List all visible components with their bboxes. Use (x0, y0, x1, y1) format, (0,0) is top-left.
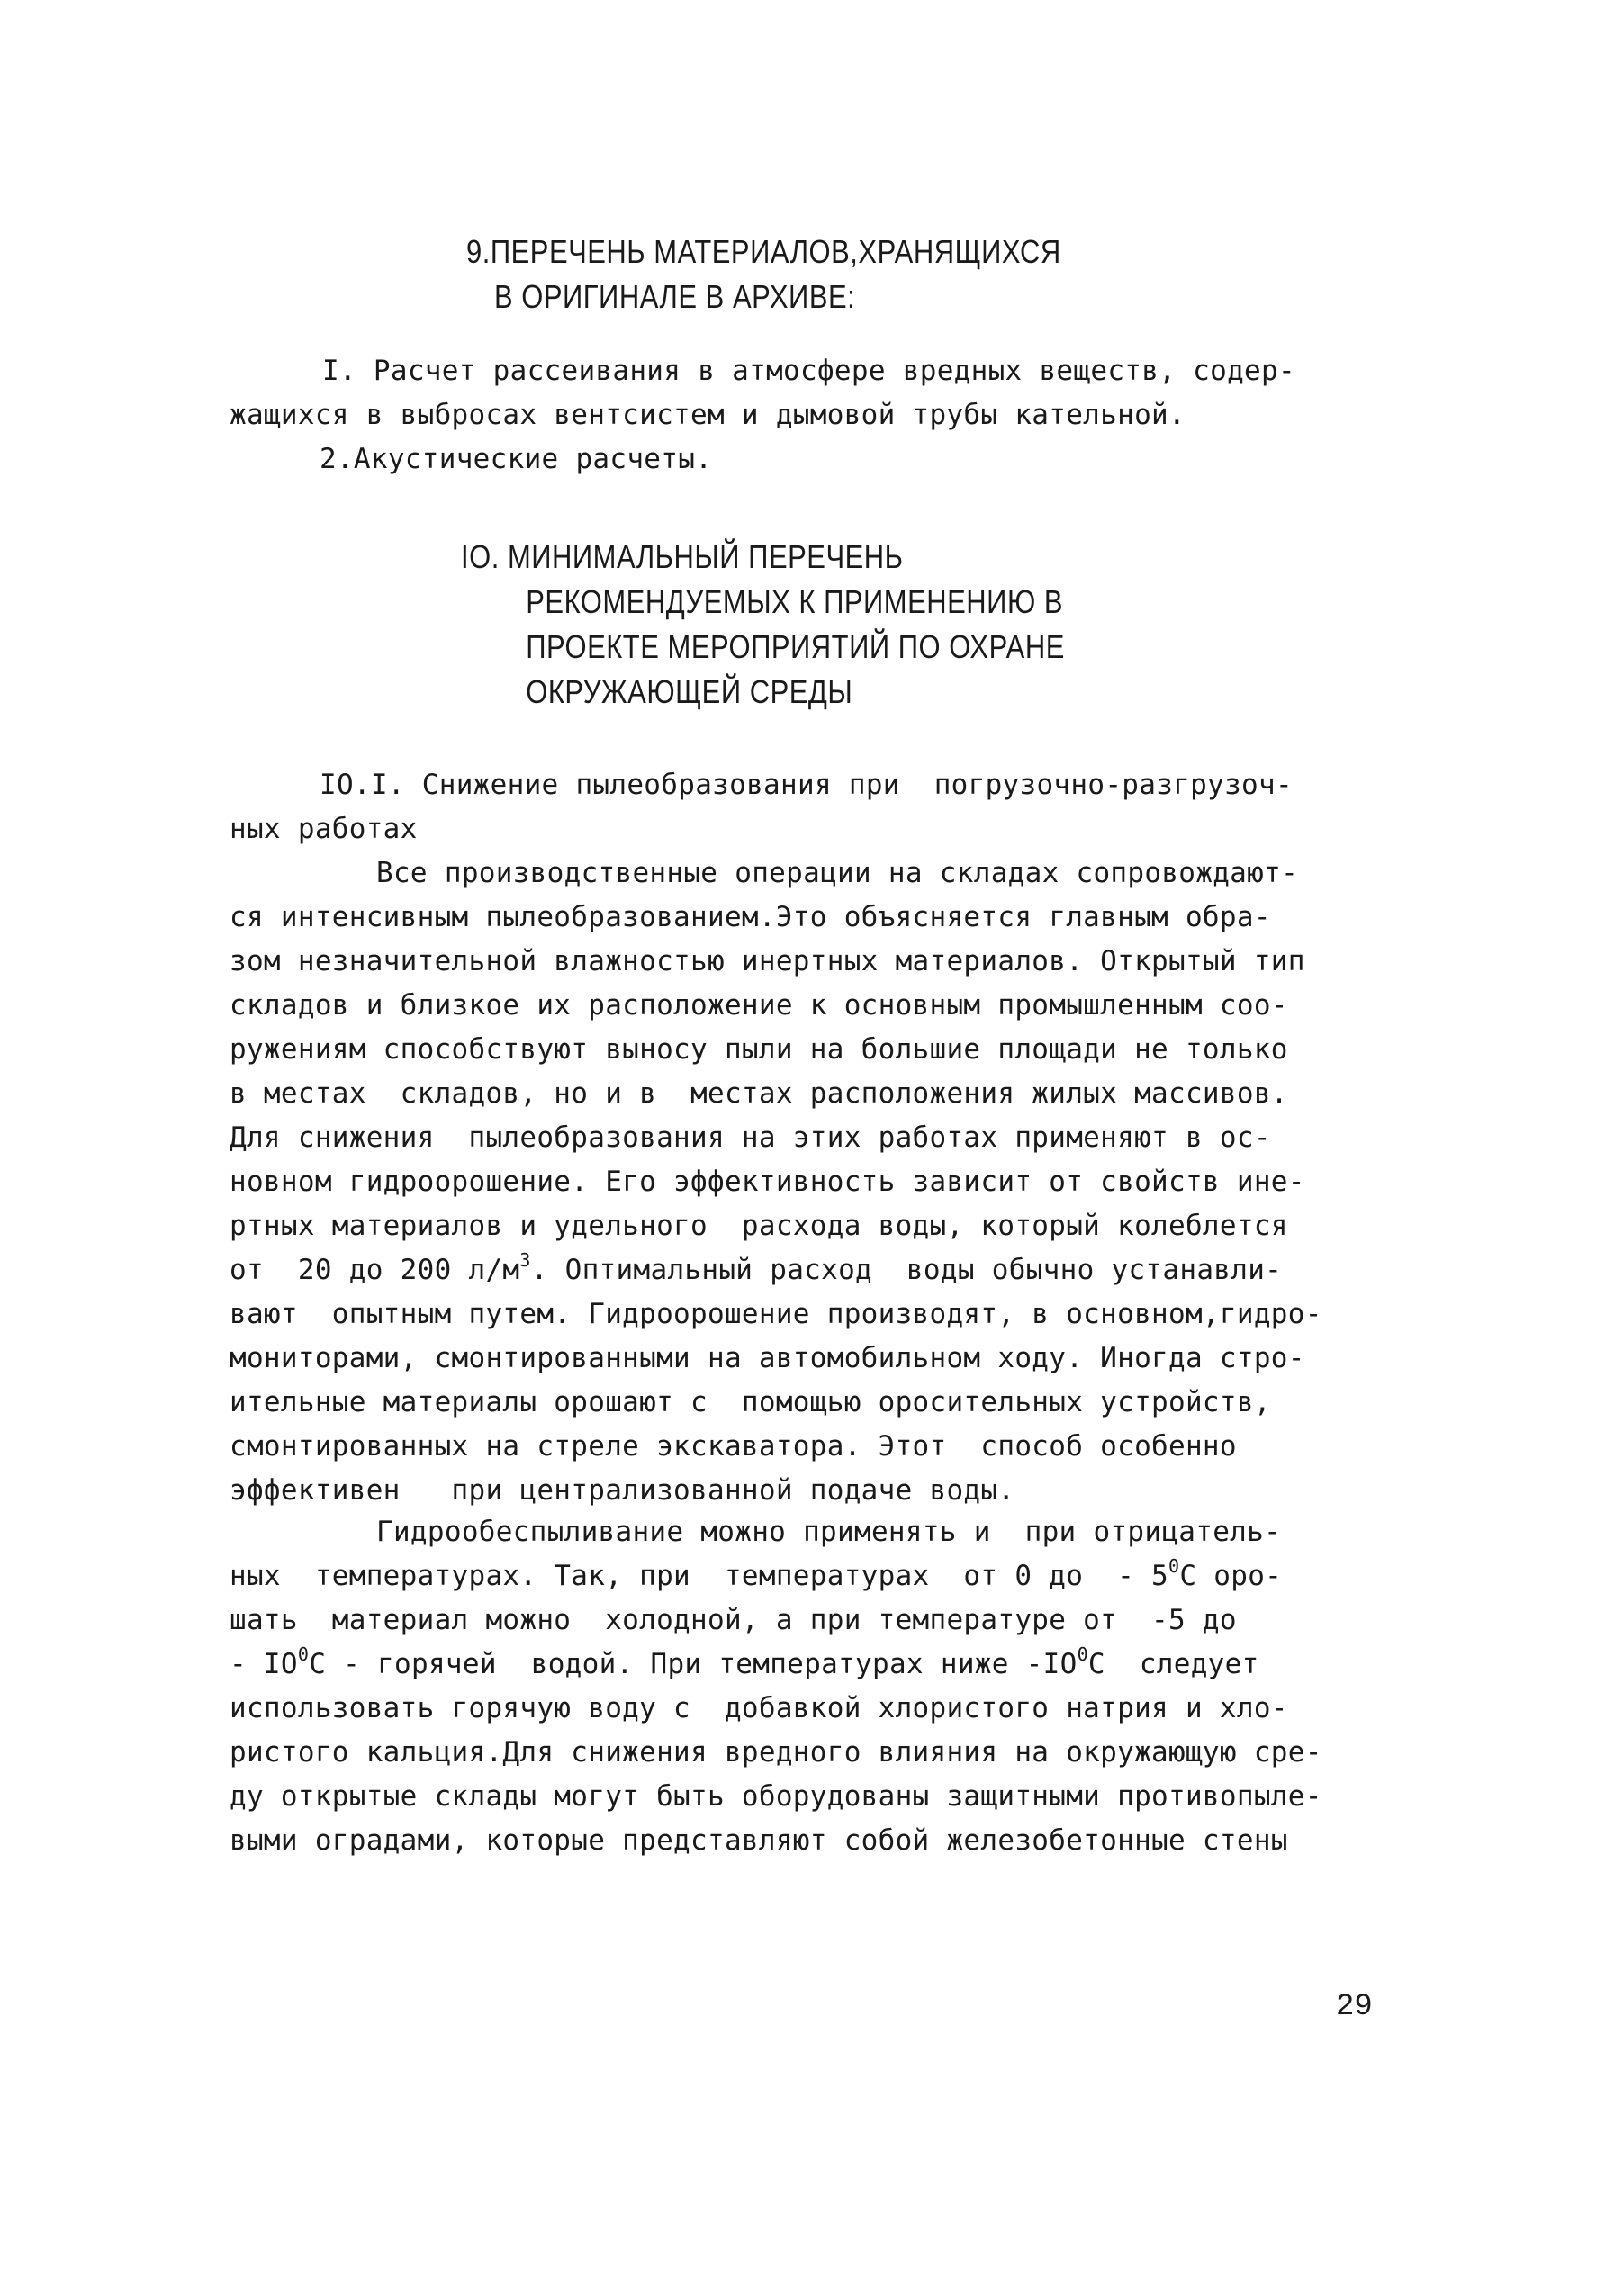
superscript: 0 (1077, 1643, 1088, 1665)
text-line (230, 1248, 1322, 1292)
text-line: вают опытным путем. Гидроорошение производят, в основном,гидро- (230, 1298, 1322, 1330)
paragraph-1 (230, 851, 1322, 1513)
text-segment: . Оптимальный расход воды обычно устанавли- (530, 1254, 1283, 1286)
section-9-items (230, 349, 1295, 482)
text-line: мониторами, смонтированными на автомобильном ходу. Иногда стро- (230, 1342, 1305, 1374)
page-number: 29 (1336, 1990, 1373, 2024)
text-segment: от 20 до 200 л/м (230, 1254, 520, 1286)
text-line: ся интенсивным пылеобразованием.Это объясняется главным обра- (230, 901, 1271, 933)
text-line: использовать горячую воду с добавкой хлористого натрия и хло- (230, 1692, 1288, 1724)
text-line: ружениям способствуют выносу пыли на большие площади не только (230, 1033, 1288, 1066)
text-line: складов и близкое их расположение к основным промышленным соо- (230, 989, 1288, 1022)
text-line: шать материал можно холодной, а при температуре от -5 до (230, 1604, 1237, 1636)
superscript: 0 (297, 1643, 310, 1665)
text-line: Для снижения пылеобразования на этих работах применяют в ос- (230, 1121, 1271, 1154)
text-line (230, 1643, 1322, 1687)
heading-line: ПРОЕКТЕ МЕРОПРИЯТИЙ ПО ОХРАНЕ (526, 628, 1065, 665)
paragraph-2 (230, 1510, 1322, 1863)
heading-line: РЕКОМЕНДУЕМЫХ К ПРИМЕНЕНИЮ В (526, 583, 1064, 620)
text-segment: С оро- (1179, 1560, 1283, 1592)
subheading-line: ных работах (230, 813, 418, 845)
text-line: ду открытые склады могут быть оборудованы защитными противопыле- (230, 1780, 1322, 1813)
text-line: в местах складов, но и в местах расположения жилых массивов. (230, 1077, 1288, 1110)
heading-line: 9.ПЕРЕЧЕНЬ МАТЕРИАЛОВ,ХРАНЯЩИХСЯ (466, 233, 1061, 270)
section-10-1-subheading (230, 763, 1293, 851)
section-10-heading (461, 535, 1163, 715)
text-line: ительные материалы орошают с помощью оросительных устройств, (230, 1386, 1271, 1418)
text-segment: ных температурах. Так, при температурах от 0 до - 5 (230, 1560, 1168, 1592)
text-line: новном гидроорошение. Его эффективность зависит от свойств ине- (230, 1166, 1305, 1198)
list-item: жащихся в выбросах вентсистем и дымовой трубы кательной. (230, 399, 1186, 431)
text-line: выми оградами, которые представляют собой железобетонные стены (230, 1824, 1288, 1857)
subheading-line: IO.I. Снижение пылеобразования при погрузочно-разгрузоч- (320, 769, 1293, 801)
text-segment: С - горячей водой. При температурах ниже -IO (309, 1648, 1078, 1680)
text-line: Гидрообеспыливание можно применять и при отрицатель- (376, 1516, 1282, 1548)
text-line: ртных материалов и удельного расхода воды, который колеблется (230, 1210, 1288, 1242)
text-line: Все производственные операции на складах сопровождают- (376, 857, 1299, 889)
section-9-heading (466, 230, 1158, 320)
text-line (230, 1554, 1322, 1598)
list-item: 2.Акустические расчеты. (320, 443, 713, 475)
text-segment: - IO (230, 1648, 298, 1680)
heading-line: В ОРИГИНАЛЕ В АРХИВЕ: (493, 278, 856, 315)
text-line: ристого кальция.Для снижения вредного влияния на окружающую сре- (230, 1736, 1322, 1769)
superscript: 0 (1168, 1555, 1180, 1577)
text-segment: С следует (1087, 1648, 1259, 1680)
heading-line: ОКРУЖАЮЩЕЙ СРЕДЫ (526, 673, 853, 710)
heading-line: IO. МИНИМАЛЬНЫЙ ПЕРЕЧЕНЬ (461, 538, 904, 575)
text-line: зом незначительной влажностью инертных материалов. Открытый тип (230, 945, 1305, 977)
list-item: I. Расчет рассеивания в атмосфере вредных веществ, содер- (322, 355, 1295, 387)
text-line: смонтированных на стреле экскаватора. Этот способ особенно (230, 1430, 1237, 1463)
superscript: 3 (519, 1249, 531, 1271)
text-line: эффективен при централизованной подаче воды. (230, 1474, 1015, 1507)
